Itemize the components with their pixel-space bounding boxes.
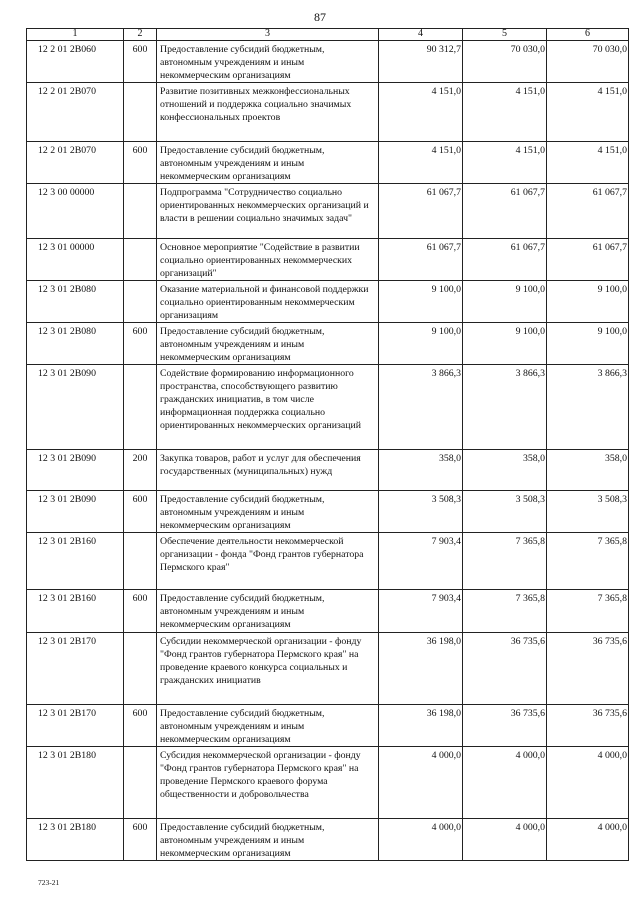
row-expense-type bbox=[124, 239, 157, 281]
column-header: 1 bbox=[27, 29, 124, 41]
row-name: Развитие позитивных межконфессиональных отношений и поддержка социально значимых конфессиональных проектов bbox=[157, 83, 379, 142]
row-expense-type bbox=[124, 184, 157, 239]
row-name: Предоставление субсидий бюджетным, автономным учреждениям и иным некоммерческим организациям bbox=[157, 590, 379, 633]
table-row bbox=[27, 590, 629, 633]
row-code: 12 3 01 2В160 bbox=[27, 533, 124, 590]
row-name: Закупка товаров, работ и услуг для обеспечения государственных (муниципальных) нужд bbox=[157, 450, 379, 491]
row-expense-type bbox=[124, 281, 157, 323]
row-code: 12 2 01 2В060 bbox=[27, 41, 124, 83]
row-value-col4: 4 000,0 bbox=[379, 819, 463, 861]
row-name: Субсидии некоммерческой организации - фонду "Фонд грантов губернатора Пермского края" на проведение краевого конкурса социальных и гражданских инициатив bbox=[157, 633, 379, 705]
row-value-col4: 4 151,0 bbox=[379, 142, 463, 184]
row-value-col5: 4 000,0 bbox=[463, 819, 547, 861]
row-code: 12 2 01 2В070 bbox=[27, 83, 124, 142]
row-code: 12 3 01 2В090 bbox=[27, 365, 124, 450]
row-value-col4: 90 312,7 bbox=[379, 41, 463, 83]
row-name: Оказание материальной и финансовой поддержки социально ориентированным некоммерческим организациям bbox=[157, 281, 379, 323]
row-value-col6: 9 100,0 bbox=[547, 323, 629, 365]
row-value-col5: 358,0 bbox=[463, 450, 547, 491]
row-value-col5: 70 030,0 bbox=[463, 41, 547, 83]
row-name: Обеспечение деятельности некоммерческой организации - фонда "Фонд грантов губернатора Пермского края" bbox=[157, 533, 379, 590]
row-code: 12 3 01 2В180 bbox=[27, 819, 124, 861]
table-row bbox=[27, 819, 629, 861]
table-row bbox=[27, 705, 629, 747]
row-value-col4: 4 151,0 bbox=[379, 83, 463, 142]
row-value-col5: 9 100,0 bbox=[463, 281, 547, 323]
row-name: Предоставление субсидий бюджетным, автономным учреждениям и иным некоммерческим организациям bbox=[157, 142, 379, 184]
row-expense-type: 600 bbox=[124, 819, 157, 861]
row-value-col5: 3 866,3 bbox=[463, 365, 547, 450]
row-expense-type: 600 bbox=[124, 590, 157, 633]
row-value-col5: 61 067,7 bbox=[463, 184, 547, 239]
row-name: Предоставление субсидий бюджетным, автономным учреждениям и иным некоммерческим организациям bbox=[157, 41, 379, 83]
row-code: 12 2 01 2В070 bbox=[27, 142, 124, 184]
row-name: Субсидия некоммерческой организации - фонду "Фонд грантов губернатора Пермского края" на проведение Пермского краевого форума общественности и добровольчества bbox=[157, 747, 379, 819]
row-value-col6: 358,0 bbox=[547, 450, 629, 491]
column-header: 3 bbox=[157, 29, 379, 41]
row-value-col5: 7 365,8 bbox=[463, 533, 547, 590]
row-expense-type bbox=[124, 365, 157, 450]
row-name: Предоставление субсидий бюджетным, автономным учреждениям и иным некоммерческим организациям bbox=[157, 705, 379, 747]
row-value-col5: 4 000,0 bbox=[463, 747, 547, 819]
row-code: 12 3 01 2В080 bbox=[27, 323, 124, 365]
table-row bbox=[27, 450, 629, 491]
row-value-col6: 9 100,0 bbox=[547, 281, 629, 323]
row-value-col6: 3 866,3 bbox=[547, 365, 629, 450]
row-value-col4: 3 508,3 bbox=[379, 491, 463, 533]
row-expense-type bbox=[124, 83, 157, 142]
row-value-col4: 7 903,4 bbox=[379, 533, 463, 590]
table-row bbox=[27, 239, 629, 281]
row-name: Основное мероприятие "Содействие в развитии социально ориентированных некоммерческих организаций" bbox=[157, 239, 379, 281]
row-value-col4: 36 198,0 bbox=[379, 633, 463, 705]
row-name: Предоставление субсидий бюджетным, автономным учреждениям и иным некоммерческим организациям bbox=[157, 323, 379, 365]
table-row bbox=[27, 281, 629, 323]
row-value-col5: 36 735,6 bbox=[463, 705, 547, 747]
table-row bbox=[27, 323, 629, 365]
row-code: 12 3 00 00000 bbox=[27, 184, 124, 239]
row-value-col5: 3 508,3 bbox=[463, 491, 547, 533]
row-expense-type: 600 bbox=[124, 705, 157, 747]
row-value-col4: 3 866,3 bbox=[379, 365, 463, 450]
row-value-col6: 61 067,7 bbox=[547, 239, 629, 281]
row-code: 12 3 01 2В160 bbox=[27, 590, 124, 633]
row-expense-type bbox=[124, 533, 157, 590]
column-header: 5 bbox=[463, 29, 547, 41]
row-value-col6: 4 000,0 bbox=[547, 747, 629, 819]
row-value-col6: 4 000,0 bbox=[547, 819, 629, 861]
row-value-col4: 36 198,0 bbox=[379, 705, 463, 747]
row-expense-type: 600 bbox=[124, 491, 157, 533]
row-value-col5: 9 100,0 bbox=[463, 323, 547, 365]
row-value-col5: 4 151,0 bbox=[463, 142, 547, 184]
row-value-col6: 4 151,0 bbox=[547, 142, 629, 184]
row-expense-type: 600 bbox=[124, 41, 157, 83]
table-row bbox=[27, 365, 629, 450]
page-number: 87 bbox=[314, 10, 326, 24]
row-expense-type: 600 bbox=[124, 142, 157, 184]
row-expense-type: 200 bbox=[124, 450, 157, 491]
table-row bbox=[27, 633, 629, 705]
table-row bbox=[27, 184, 629, 239]
row-value-col6: 7 365,8 bbox=[547, 533, 629, 590]
row-value-col6: 3 508,3 bbox=[547, 491, 629, 533]
row-name: Подпрограмма "Сотрудничество социально ориентированных некоммерческих организаций и власти в решении социально значимых задач" bbox=[157, 184, 379, 239]
row-code: 12 3 01 2В170 bbox=[27, 705, 124, 747]
row-value-col6: 70 030,0 bbox=[547, 41, 629, 83]
row-expense-type bbox=[124, 633, 157, 705]
row-name: Содействие формированию информационного пространства, способствующего развитию гражданских инициатив, в том числе информационная поддержка социально ориентированных некоммерческих организаций bbox=[157, 365, 379, 450]
table-row bbox=[27, 142, 629, 184]
table-row bbox=[27, 41, 629, 83]
row-value-col4: 9 100,0 bbox=[379, 323, 463, 365]
table-row bbox=[27, 747, 629, 819]
row-value-col6: 4 151,0 bbox=[547, 83, 629, 142]
row-value-col6: 36 735,6 bbox=[547, 633, 629, 705]
row-value-col5: 4 151,0 bbox=[463, 83, 547, 142]
column-number-header bbox=[27, 29, 629, 41]
row-value-col6: 61 067,7 bbox=[547, 184, 629, 239]
row-code: 12 3 01 00000 bbox=[27, 239, 124, 281]
table-row bbox=[27, 533, 629, 590]
budget-table bbox=[26, 28, 629, 861]
column-header: 2 bbox=[124, 29, 157, 41]
row-code: 12 3 01 2В180 bbox=[27, 747, 124, 819]
row-value-col5: 7 365,8 bbox=[463, 590, 547, 633]
column-header: 6 bbox=[547, 29, 629, 41]
row-expense-type: 600 bbox=[124, 323, 157, 365]
row-code: 12 3 01 2В090 bbox=[27, 450, 124, 491]
row-value-col4: 61 067,7 bbox=[379, 239, 463, 281]
row-name: Предоставление субсидий бюджетным, автономным учреждениям и иным некоммерческим организациям bbox=[157, 819, 379, 861]
row-code: 12 3 01 2В080 bbox=[27, 281, 124, 323]
row-expense-type bbox=[124, 747, 157, 819]
row-value-col4: 4 000,0 bbox=[379, 747, 463, 819]
row-value-col5: 36 735,6 bbox=[463, 633, 547, 705]
table-row bbox=[27, 491, 629, 533]
row-name: Предоставление субсидий бюджетным, автономным учреждениям и иным некоммерческим организациям bbox=[157, 491, 379, 533]
document-code: 723-21 bbox=[38, 878, 60, 887]
table-row bbox=[27, 83, 629, 142]
row-value-col5: 61 067,7 bbox=[463, 239, 547, 281]
row-value-col4: 7 903,4 bbox=[379, 590, 463, 633]
row-code: 12 3 01 2В170 bbox=[27, 633, 124, 705]
row-value-col4: 61 067,7 bbox=[379, 184, 463, 239]
row-value-col4: 9 100,0 bbox=[379, 281, 463, 323]
row-value-col6: 36 735,6 bbox=[547, 705, 629, 747]
row-value-col4: 358,0 bbox=[379, 450, 463, 491]
row-value-col6: 7 365,8 bbox=[547, 590, 629, 633]
row-code: 12 3 01 2В090 bbox=[27, 491, 124, 533]
column-header: 4 bbox=[379, 29, 463, 41]
